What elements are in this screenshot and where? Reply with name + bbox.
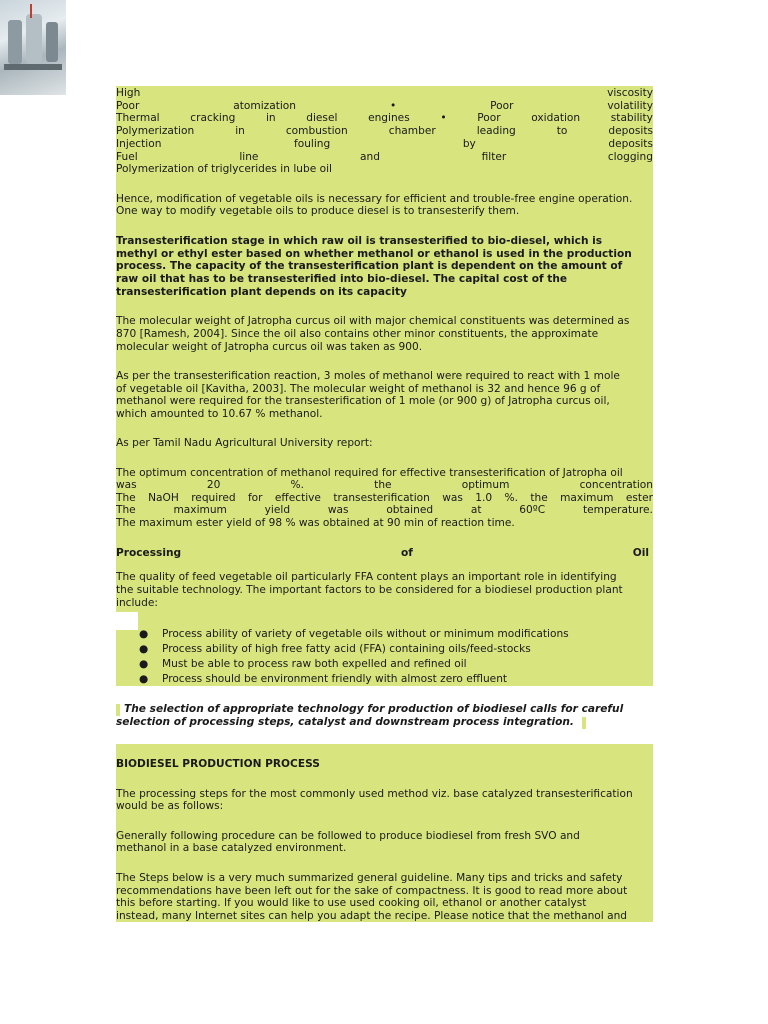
technology-selection-line: selection of processing steps, catalyst and downstream process integration. xyxy=(116,716,574,728)
molecular-weight-paragraph-line: molecular weight of Jatropha curcus oil was taken as 900. xyxy=(116,341,423,353)
transesterification-paragraph-line: process. The capacity of the transesterification plant is dependent on the amount of xyxy=(116,260,623,272)
problem-line: Injection fouling by deposits xyxy=(116,138,653,150)
bullet-icon: ● xyxy=(139,673,149,685)
bullet-icon: ● xyxy=(139,643,149,655)
list-item: ● Must be able to process raw both expelled and refined oil xyxy=(139,658,467,670)
tnau-report-line: As per Tamil Nadu Agricultural University report: xyxy=(116,437,373,449)
problem-line: Poor atomization • Poor volatility xyxy=(116,100,653,112)
optimum-paragraph-line: The maximum yield was obtained at 60ºC temperature. xyxy=(116,504,653,516)
guideline-paragraph-line: this before starting. If you would like to use used cooking oil, ethanol or another catalyst xyxy=(116,897,587,909)
problem-line: Fuel line and filter clogging xyxy=(116,151,653,163)
guideline-paragraph-line: instead, many Internet sites can help you adapt the recipe. Please notice that the methanol and xyxy=(116,910,628,922)
steps-paragraph-line: would be as follows: xyxy=(116,800,224,812)
list-item: ● Process should be environment friendly with almost zero effluent xyxy=(139,673,508,685)
quality-paragraph-line: the suitable technology. The important factors to be considered for a biodiesel production plant xyxy=(116,584,623,596)
modification-paragraph-line: Hence, modification of vegetable oils is necessary for efficient and trouble-free engine operation. xyxy=(116,193,633,205)
problem-line: Polymerization of triglycerides in lube oil xyxy=(116,163,332,175)
transesterification-paragraph-line: Transesterification stage in which raw oil is transesterified to bio-diesel, which is xyxy=(116,235,603,247)
reaction-paragraph-line: As per the transesterification reaction, 3 moles of methanol were required to react with 1 mole xyxy=(116,370,620,382)
list-item: ● Process ability of variety of vegetable oils without or minimum modifications xyxy=(139,628,569,640)
problem-line: Polymerization in combustion chamber leading to deposits xyxy=(116,125,653,137)
transesterification-paragraph-line: methyl or ethyl ester based on whether methanol or ethanol is used in the production xyxy=(116,248,632,260)
problem-line: High viscosity xyxy=(116,87,653,99)
molecular-weight-paragraph-line: 870 [Ramesh, 2004]. Since the oil also contains other minor constituents, the approximate xyxy=(116,328,599,340)
guideline-paragraph-line: recommendations have been left out for the sake of compactness. It is good to read more about xyxy=(116,885,628,897)
biodiesel-plant-photo xyxy=(0,0,66,95)
procedure-paragraph-line: methanol in a base catalyzed environment. xyxy=(116,842,347,854)
reaction-paragraph-line: methanol were required for the transesterification of 1 mole (or 900 g) of Jatropha curcus oil, xyxy=(116,395,610,407)
optimum-paragraph-line: The optimum concentration of methanol required for effective transesterification of Jatropha oil xyxy=(116,467,623,479)
processing-heading: Processing of Oil xyxy=(116,547,649,559)
bullet-icon: ● xyxy=(139,658,149,670)
steps-paragraph-line: The processing steps for the most commonly used method viz. base catalyzed transesterification xyxy=(116,788,633,800)
optimum-paragraph-line: The maximum ester yield of 98 % was obtained at 90 min of reaction time. xyxy=(116,517,515,529)
transesterification-paragraph-line: raw oil that has to be transesterified into bio-diesel. The capital cost of the xyxy=(116,273,568,285)
list-item: ● Process ability of high free fatty acid (FFA) containing oils/feed-stocks xyxy=(139,643,531,655)
quality-paragraph-line: The quality of feed vegetable oil particularly FFA content plays an important role in identifying xyxy=(116,571,617,583)
technology-selection-line: The selection of appropriate technology for production of biodiesel calls for careful xyxy=(124,703,624,715)
problem-line: Thermal cracking in diesel engines • Poor oxidation stability xyxy=(116,112,653,124)
transesterification-paragraph-line: transesterification plant depends on its capacity xyxy=(116,286,407,298)
molecular-weight-paragraph-line: The molecular weight of Jatropha curcus oil with major chemical constituents was determined as xyxy=(116,315,630,327)
biodiesel-process-heading: BIODIESEL PRODUCTION PROCESS xyxy=(116,758,320,770)
quality-paragraph-line: include: xyxy=(116,597,158,609)
reaction-paragraph-line: which amounted to 10.67 % methanol. xyxy=(116,408,323,420)
modification-paragraph-line: One way to modify vegetable oils to produce diesel is to transesterify them. xyxy=(116,205,520,217)
optimum-paragraph-line: was 20 %. the optimum concentration xyxy=(116,479,653,491)
optimum-paragraph-line: The NaOH required for effective transesterification was 1.0 %. the maximum ester xyxy=(116,492,653,504)
reaction-paragraph-line: of vegetable oil [Kavitha, 2003]. The molecular weight of methanol is 32 and hence 96 g of xyxy=(116,383,601,395)
procedure-paragraph-line: Generally following procedure can be followed to produce biodiesel from fresh SVO and xyxy=(116,830,580,842)
bullet-icon: ● xyxy=(139,628,149,640)
guideline-paragraph-line: The Steps below is a very much summarized general guideline. Many tips and tricks and safety xyxy=(116,872,623,884)
